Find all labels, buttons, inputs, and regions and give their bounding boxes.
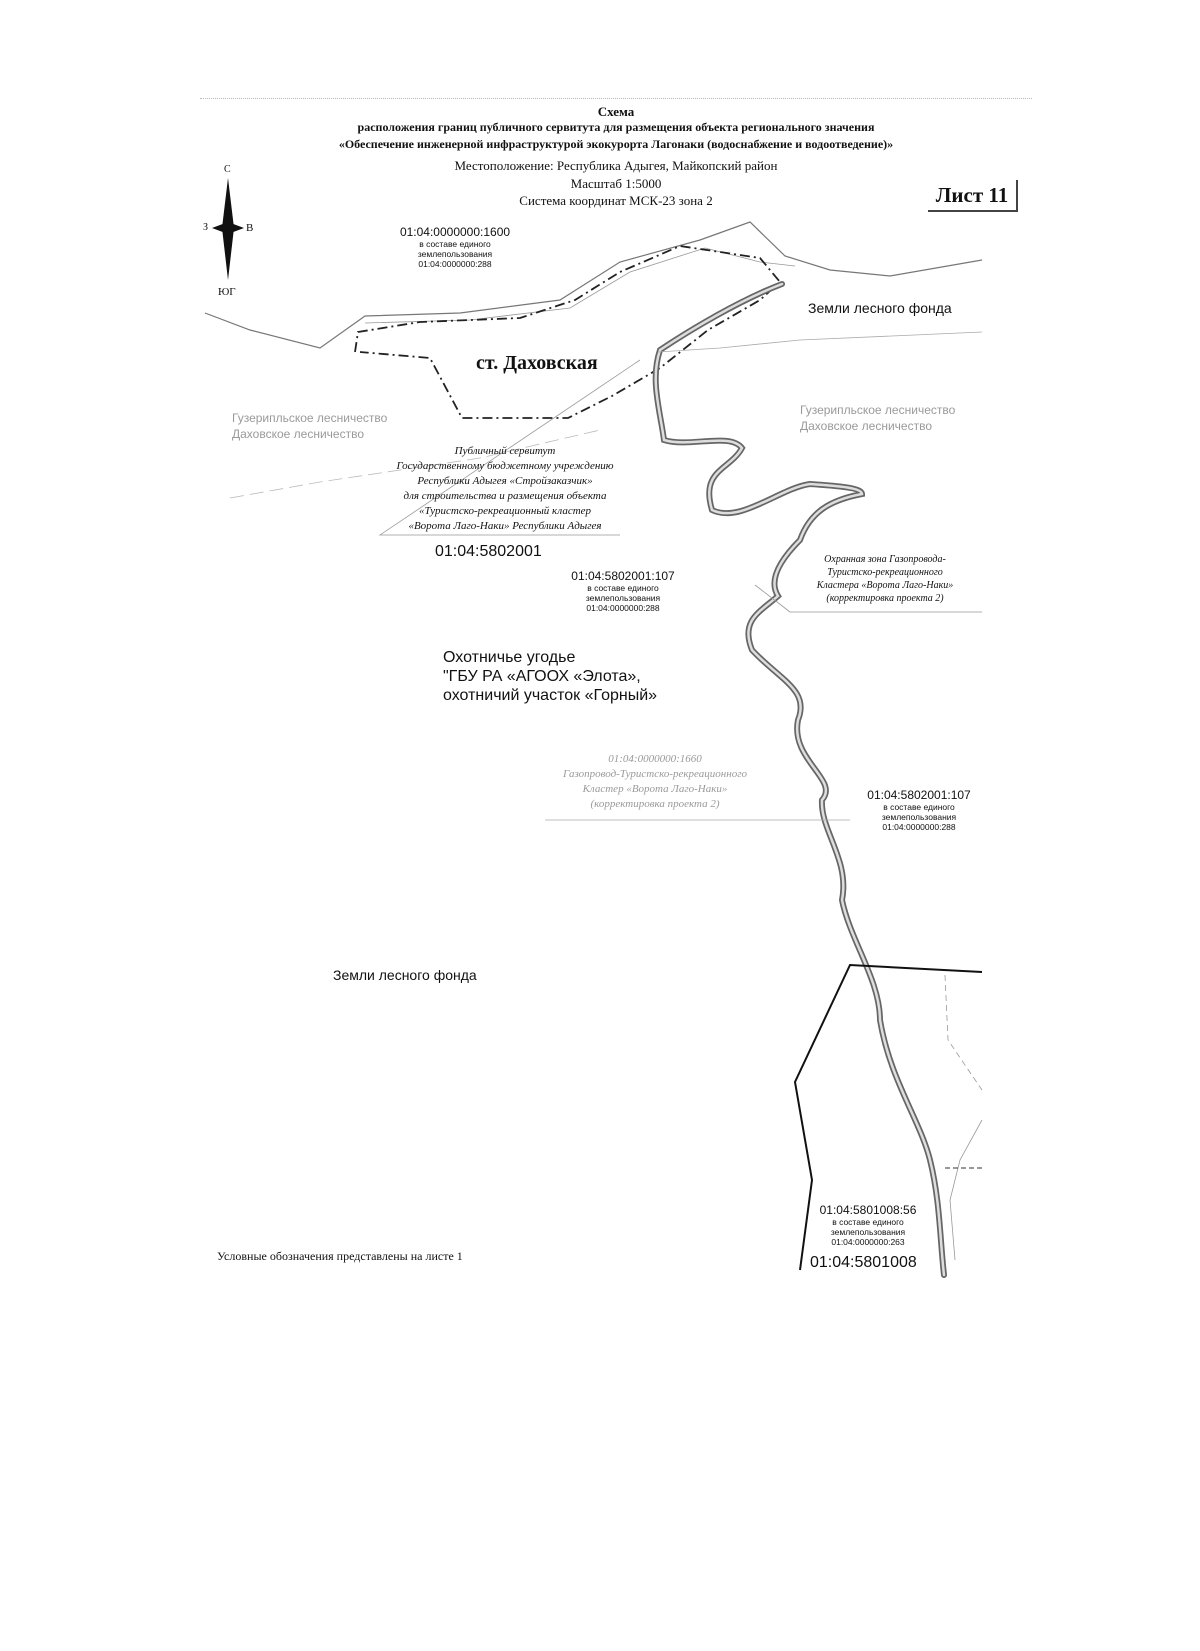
hunting-ground-label: Охотничье угодье "ГБУ РА «АГООХ «Элота», охотничий участок «Горный» bbox=[443, 649, 658, 704]
forest-fund-label-top: Земли лесного фонда bbox=[808, 300, 952, 316]
sheet-number: Лист 11 bbox=[928, 180, 1018, 212]
quarter-5802001: 01:04:5802001 bbox=[435, 543, 542, 560]
forestry-label-right: Гузерипльское лесничество Даховское лесничество bbox=[800, 403, 956, 433]
settlement-boundary bbox=[355, 246, 780, 418]
parcel-107-lower: 01:04:5802001:107 в составе единого землепользования 01:04:0000000:288 bbox=[867, 788, 971, 832]
village-label: ст. Даховская bbox=[476, 352, 598, 374]
parcel-56: 01:04:5801008:56 в составе единого землепользования 01:04:0000000:263 bbox=[819, 1203, 917, 1247]
gas-pipeline-label: 01:04:0000000:1660 Газопровод-Туристско-рекреационного Кластер «Ворота Лаго-Наки» (корректировка проекта 2) bbox=[562, 753, 747, 810]
parcel-1600: 01:04:0000000:1600 в составе единого землепользования 01:04:0000000:288 bbox=[399, 225, 511, 269]
quarter-5801008: 01:04:5801008 bbox=[810, 1254, 917, 1271]
forestry-label-left: Гузерипльское лесничество Даховское лесничество bbox=[232, 411, 388, 441]
parcel-107-upper: 01:04:5802001:107 в составе единого землепользования 01:04:0000000:288 bbox=[571, 569, 675, 613]
compass-north: С bbox=[224, 164, 231, 175]
protection-zone-label: Охранная зона Газопровода- Туристско-рекреационного Кластера «Ворота Лаго-Наки» (корректировка проекта 2) bbox=[816, 554, 954, 604]
servitude-label: Публичный сервитут Государственному бюджетному учреждению Республики Адыгея «Стройзаказчик» для строительства и размещения объекта «Туристско-рекреационный кластер «Ворота Лаго-Наки» Республики Адыгея bbox=[396, 445, 614, 532]
legend-note: Условные обозначения представлены на листе 1 bbox=[217, 1249, 463, 1263]
scale-text: Масштаб 1:5000 bbox=[570, 176, 662, 191]
compass-south: ЮГ bbox=[218, 286, 236, 298]
compass-west: З bbox=[203, 222, 209, 233]
compass-east: В bbox=[246, 222, 254, 234]
map-title: Схема bbox=[597, 104, 635, 119]
location-text: Местоположение: Республика Адыгея, Майкопский район bbox=[454, 158, 778, 173]
parcel-boundary bbox=[658, 332, 982, 352]
parcel-id: 01:04:0000000:1600 bbox=[399, 225, 511, 239]
crs-text: Система координат МСК-23 зона 2 bbox=[519, 193, 713, 208]
road-line bbox=[205, 222, 982, 348]
map-subtitle-1: расположения границ публичного сервитута для размещения объекта регионального значения bbox=[357, 120, 875, 134]
map-subtitle-2: «Обеспечение инженерной инфраструктурой экокурорта Лагонаки (водоснабжение и водоотведение)» bbox=[338, 137, 894, 151]
forest-fund-label-left: Земли лесного фонда bbox=[333, 967, 477, 983]
